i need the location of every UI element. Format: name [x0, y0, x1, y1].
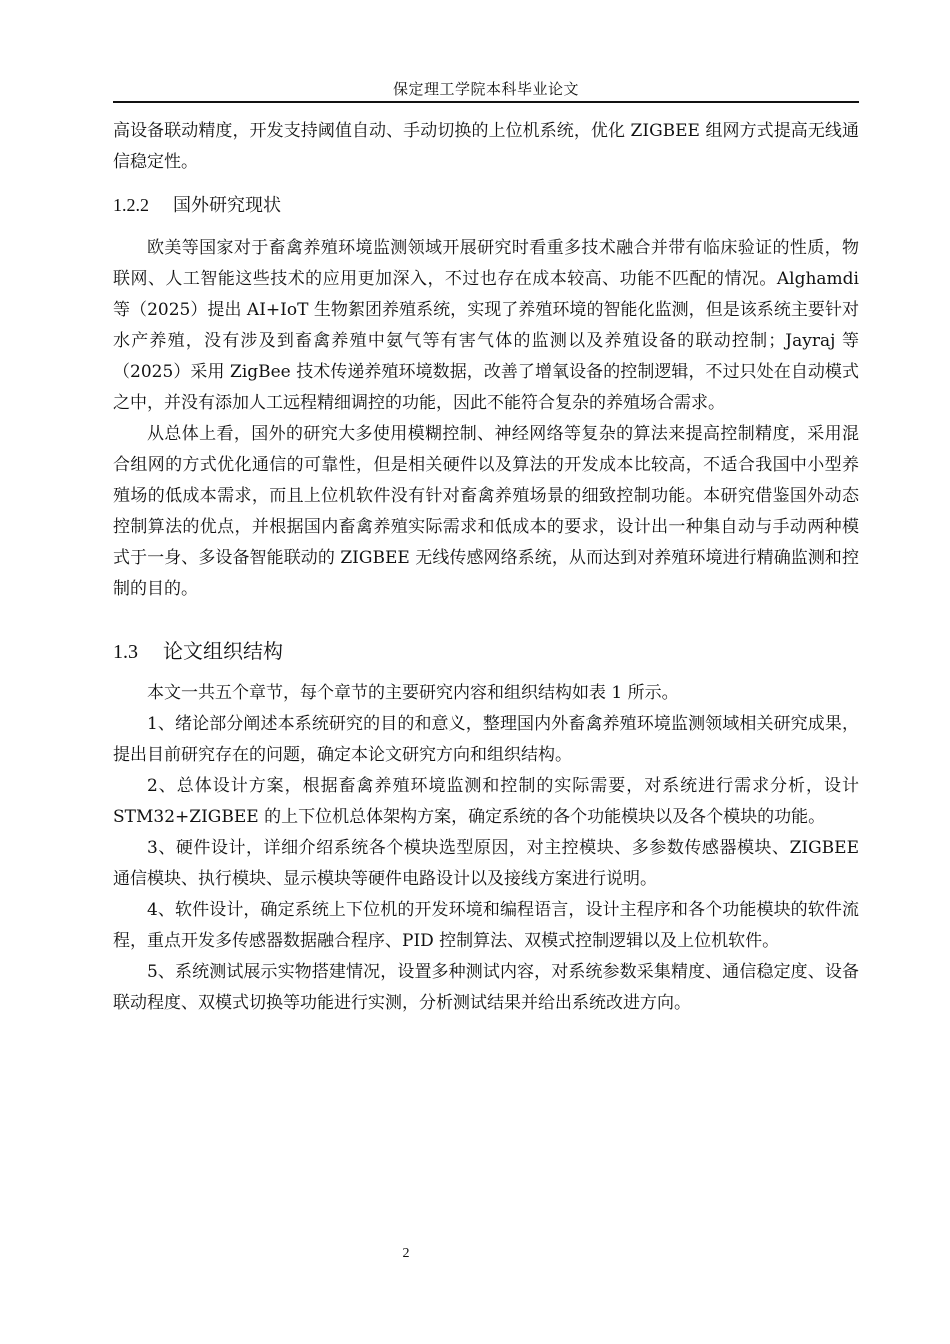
section-number: 1.2.2	[113, 195, 149, 215]
section-heading-1-2-2	[113, 186, 859, 225]
list-item-paragraph: 4、软件设计，确定系统上下位机的开发环境和编程语言，设计主程序和各个功能模块的软件流程，重点开发多传感器数据融合程序、PID 控制算法、双模式控制逻辑以及上位机软件。	[113, 900, 859, 951]
section-title: 论文组织结构	[163, 639, 283, 663]
document-body	[113, 116, 859, 1019]
section-title: 国外研究现状	[173, 195, 281, 216]
continuation-paragraph: 高设备联动精度，开发支持阈值自动、手动切换的上位机系统，优化 ZIGBEE 组网方式提高无线通信稳定性。	[113, 121, 859, 172]
list-item-paragraph: 2、总体设计方案，根据畜禽养殖环境监测和控制的实际需要，对系统进行需求分析，设计 STM32+ZIGBEE 的上下位机总体架构方案，确定系统的各个功能模块以及各个模块的功能。	[113, 776, 859, 827]
list-item-paragraph: 3、硬件设计，详细介绍系统各个模块选型原因，对主控模块、多参数传感器模块、ZIGBEE 通信模块、执行模块、显示模块等硬件电路设计以及接线方案进行说明。	[113, 838, 859, 889]
page-header-title: 保定理工学院本科毕业论文	[392, 80, 579, 98]
paragraph: 从总体上看，国外的研究大多使用模糊控制、神经网络等复杂的算法来提高控制精度，采用混合组网的方式优化通信的可靠性，但是相关硬件以及算法的开发成本比较高，不适合我国中小型养殖场的低成本需求，而且上位机软件没有针对畜禽养殖场景的细致控制功能。本研究借鉴国外动态控制算法的优点，并根据国内畜禽养殖实际需求和低成本的要求，设计出一种集自动与手动两种模式于一身、多设备智能联动的 ZIGBEE 无线传感网络系统，从而达到对养殖环境进行精确监测和控制的目的。	[113, 424, 859, 599]
section-heading-1-3	[113, 631, 859, 672]
list-item-paragraph: 5、系统测试展示实物搭建情况，设置多种测试内容，对系统参数采集精度、通信稳定度、设备联动程度、双模式切换等功能进行实测，分析测试结果并给出系统改进方向。	[113, 962, 859, 1013]
page-number: 2	[402, 1246, 410, 1261]
section-number: 1.3	[113, 641, 138, 663]
list-item-paragraph: 1、绪论部分阐述本系统研究的目的和意义，整理国内外畜禽养殖环境监测领域相关研究成果，提出目前研究存在的问题，确定本论文研究方向和组织结构。	[113, 714, 859, 765]
header-divider	[113, 101, 859, 103]
paragraph: 欧美等国家对于畜禽养殖环境监测领域开展研究时看重多技术融合并带有临床验证的性质，物联网、人工智能这些技术的应用更加深入，不过也存在成本较高、功能不匹配的情况。Alghamdi 等（2025）提出 AI+IoT 生物絮团养殖系统，实现了养殖环境的智能化监测，但是该系统主要针对水产养殖，没有涉及到畜禽养殖中氨气等有害气体的监测以及养殖设备的联动控制；Jayraj 等（2025）采用 ZigBee 技术传递养殖环境数据，改善了增氧设备的控制逻辑，不过只处在自动模式之中，并没有添加人工远程精细调控的功能，因此不能符合复杂的养殖场合需求。	[113, 238, 859, 413]
paragraph: 本文一共五个章节，每个章节的主要研究内容和组织结构如表 1 所示。	[147, 683, 679, 703]
